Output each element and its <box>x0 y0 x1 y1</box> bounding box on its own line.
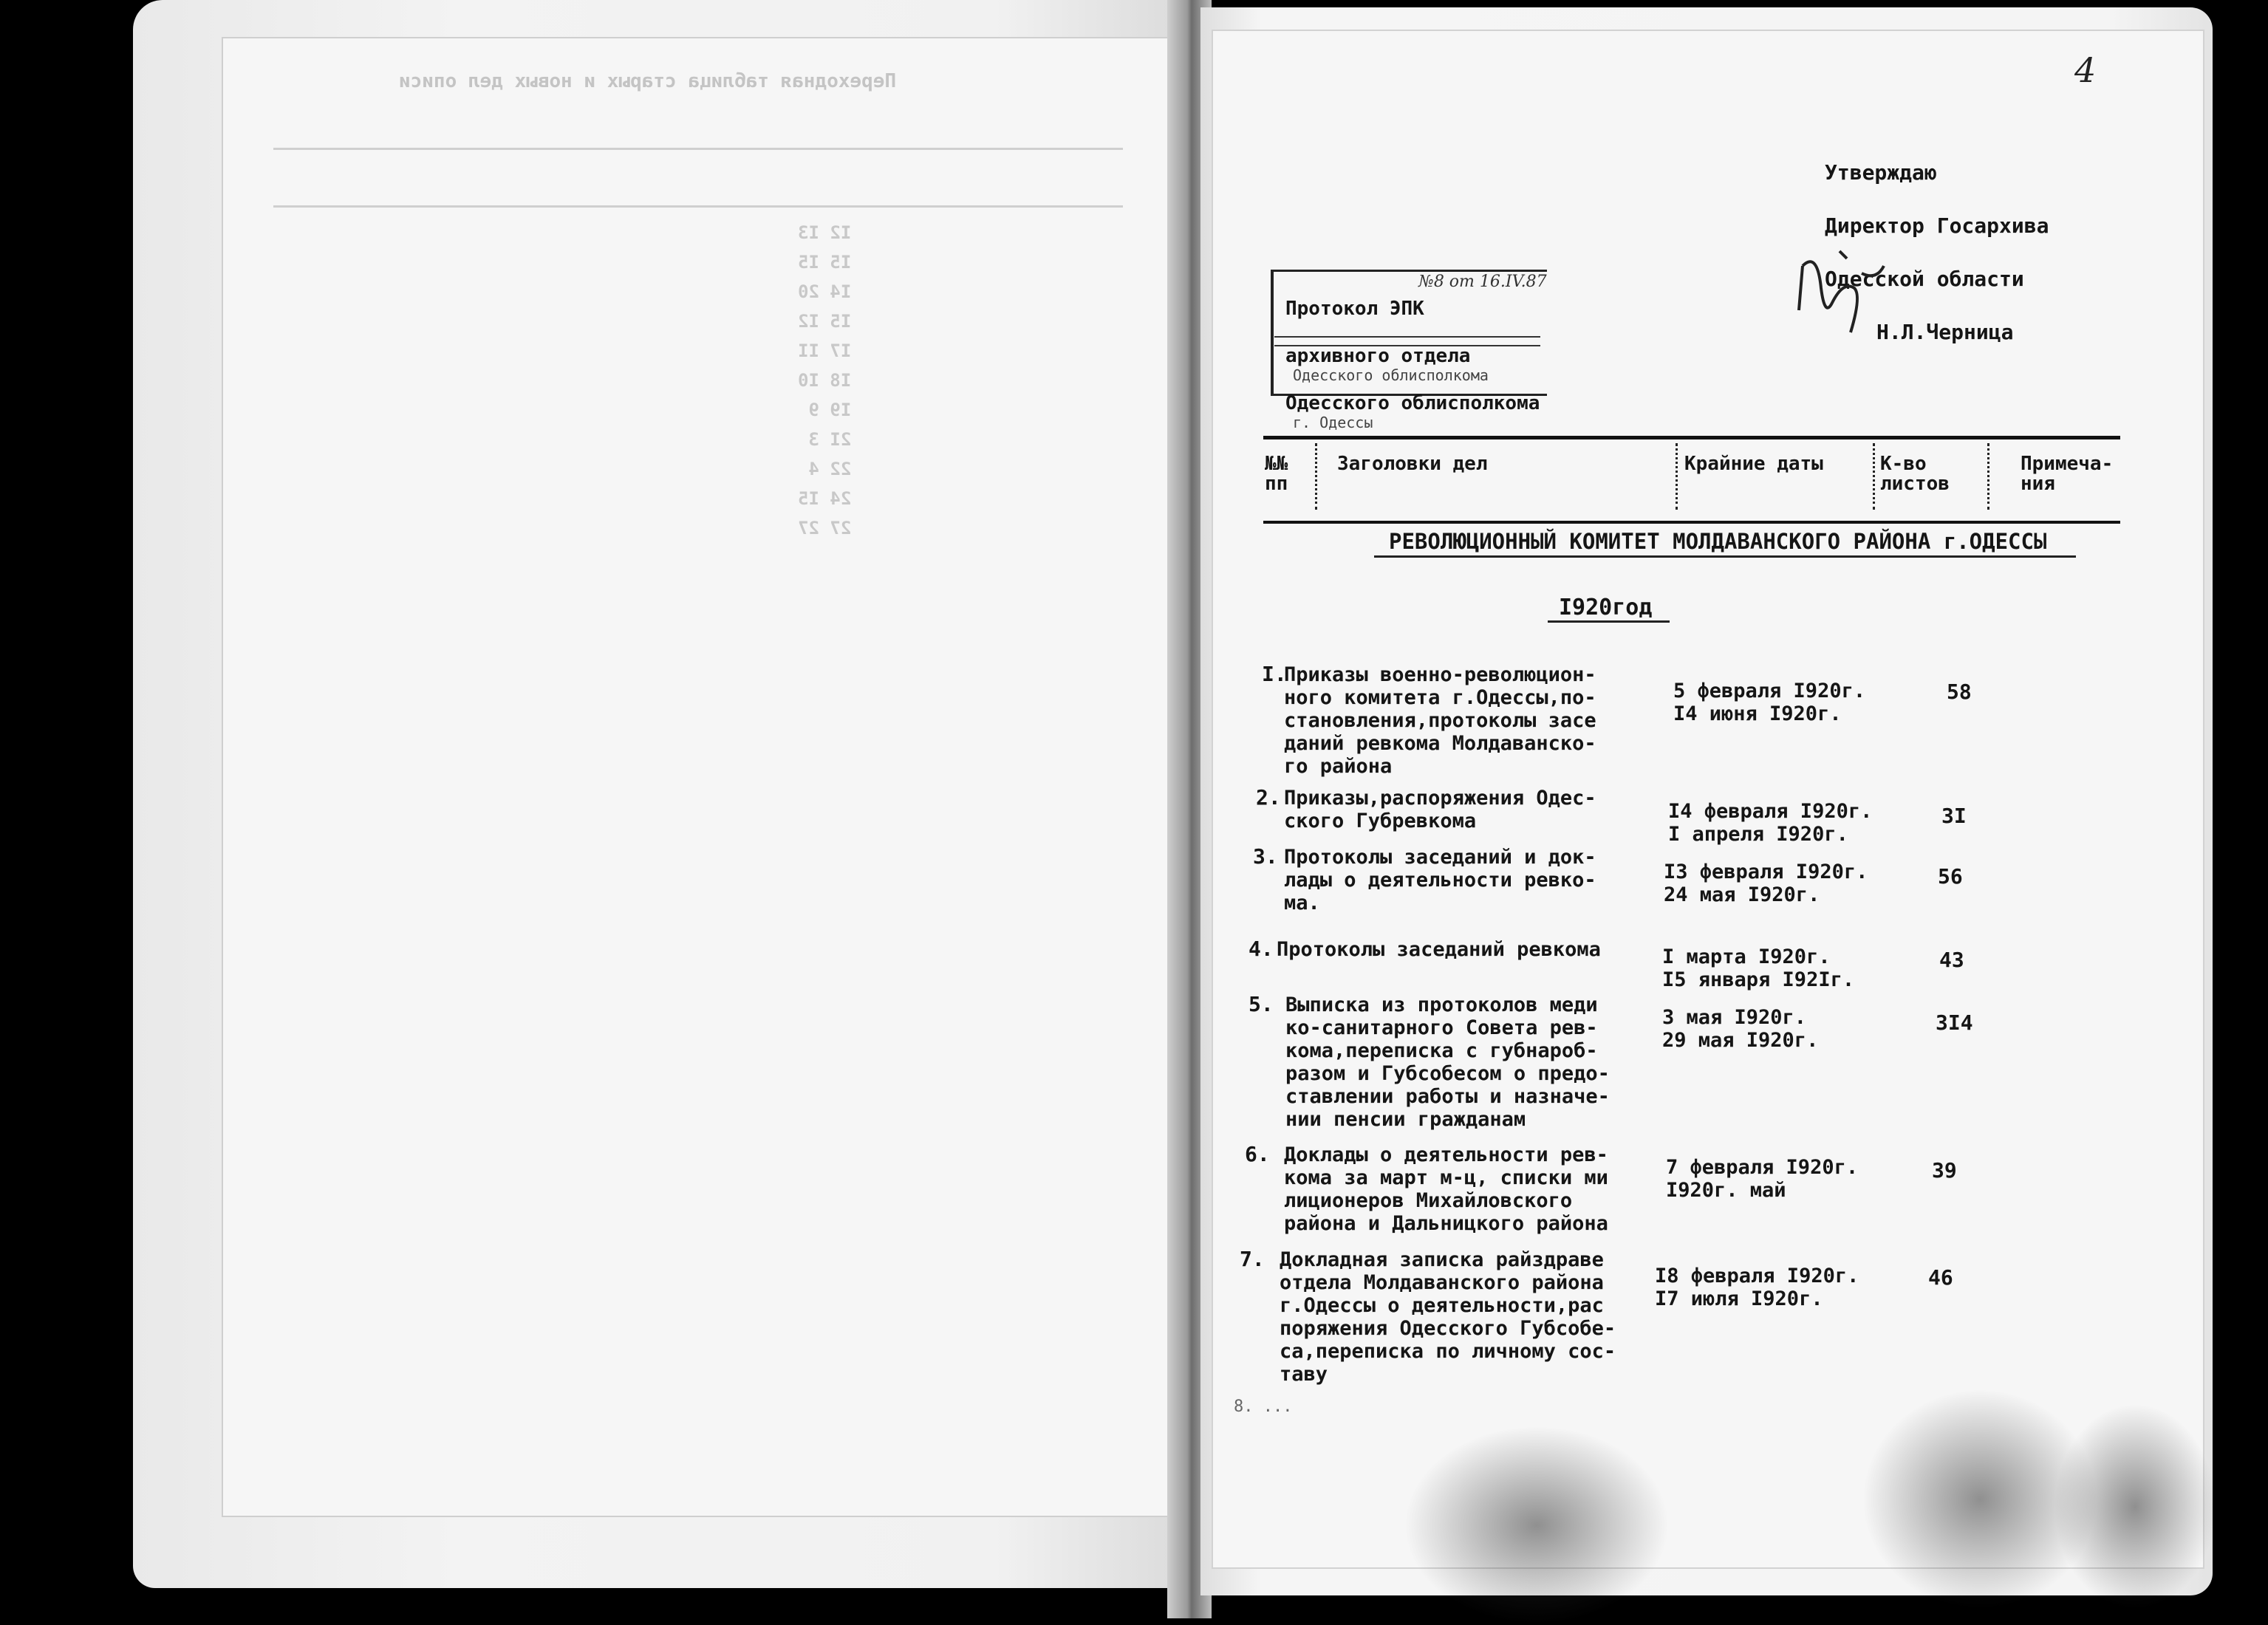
stamp-line-3: Одесского облисполкома <box>1285 392 1540 414</box>
finger-shadow <box>2054 1403 2216 1610</box>
entry-sheet-count: 3I4 <box>1936 1010 1973 1035</box>
finger-shadow <box>1404 1426 1670 1625</box>
bleed-through-title: Переходная таблица старых и новых дел описи <box>399 70 897 92</box>
entry-title: Приказы,распоряжения Одес- ского Губревкома <box>1284 787 1596 832</box>
entry-number: 2. <box>1256 785 1281 810</box>
entry-title: Приказы военно-революцион- ного комитета г.Одессы,по- становления,протоколы засе даний ревкома Молдаванско- го района <box>1284 663 1596 778</box>
entry-title: Выписка из протоколов меди ко-санитарного Совета рев- кома,переписка с губнароб- разом и Губсобесом о предо- ставлении работы и назначе- нии пенсии гражданам <box>1285 993 1610 1131</box>
entry-dates: 7 февраля I920г. I920г. май <box>1666 1156 1859 1202</box>
signature-icon <box>1788 222 1899 347</box>
approval-line-3: Одесской области <box>1825 267 2024 291</box>
header-col-number: №№ пп <box>1265 453 1288 495</box>
header-col-dates: Крайние даты <box>1684 453 1823 475</box>
entry-title: Докладная записка райздраве отдела Молдаванского района г.Одессы о деятельности,рас поряжения Одесского Губсобе- са,переписка по личному сос- таву <box>1280 1248 1616 1386</box>
approval-line-1: Утверждаю <box>1825 160 1937 185</box>
header-col-title: Заголовки дел <box>1337 453 1488 475</box>
header-separator <box>1676 443 1678 510</box>
header-separator <box>1873 443 1875 510</box>
header-col-notes: Примеча- ния <box>2021 453 2114 495</box>
table-header <box>1263 436 2120 524</box>
year-underline <box>1548 620 1670 623</box>
entry-sheet-count: 3I <box>1941 804 1967 828</box>
approval-line-2: Директор Госархива <box>1825 213 2049 238</box>
entry-dates: 3 мая I920г. 29 мая I920г. <box>1662 1006 1819 1052</box>
entry-sheet-count: 56 <box>1938 864 1963 889</box>
page-number: 4 <box>2074 50 2097 90</box>
faint-footer-note: 8. ... <box>1234 1398 1293 1416</box>
entry-dates: I4 февраля I920г. I апреля I920г. <box>1668 800 1873 846</box>
entry-sheet-count: 43 <box>1939 948 1964 972</box>
stamp-handwritten-number: №8 от 16.IV.87 <box>1418 273 1547 291</box>
entry-number: 5. <box>1249 992 1274 1016</box>
entry-dates: 5 февраля I920г. I4 июня I920г. <box>1673 680 1866 725</box>
stamp-line-2: архивного отдела <box>1285 345 1471 367</box>
stamp-line-1: Протокол ЭПК <box>1285 298 1424 320</box>
header-separator <box>1315 443 1317 510</box>
header-col-sheets: К-во листов <box>1880 453 1950 495</box>
year-title: I920год <box>1559 595 1653 620</box>
header-separator <box>1987 443 1989 510</box>
entry-dates: I3 февраля I920г. 24 мая I920г. <box>1664 861 1868 906</box>
bleed-through-table-header <box>273 148 1123 208</box>
entry-number: 4. <box>1249 937 1274 961</box>
entry-dates: I марта I920г. I5 января I92Iг. <box>1662 945 1855 991</box>
section-title: РЕВОЛЮЦИОННЫЙ КОМИТЕТ МОЛДАВАНСКОГО РАЙОНА г.ОДЕССЫ <box>1389 529 2047 554</box>
entry-number: 3. <box>1253 844 1278 869</box>
entry-title: Протоколы заседаний ревкома <box>1277 938 1601 961</box>
section-underline <box>1374 555 2076 558</box>
entry-title: Протоколы заседаний и док- лады о деятельности ревко- ма. <box>1284 846 1596 914</box>
entry-sheet-count: 39 <box>1932 1158 1957 1183</box>
entry-sheet-count: 46 <box>1928 1265 1953 1290</box>
entry-dates: I8 февраля I920г. I7 июля I920г. <box>1655 1265 1859 1310</box>
left-page-inner <box>222 37 1178 1517</box>
stamp-faint-line-1: Одесского облисполкома <box>1293 366 1489 384</box>
entry-number: I. <box>1262 662 1287 686</box>
approval-line-4: Н.Л.Черница <box>1876 320 2014 344</box>
entry-sheet-count: 58 <box>1947 680 1972 704</box>
entry-number: 7. <box>1240 1247 1265 1271</box>
entry-number: 6. <box>1245 1142 1270 1166</box>
entry-title: Доклады о деятельности рев- кома за март м-ц, списки ми лиционеров Михайловского района и Дальницкого района <box>1284 1143 1608 1235</box>
stamp-faint-line-2: г. Одессы <box>1293 414 1373 431</box>
bleed-through-numbers: I2 I3 I5 I5 I4 20 I5 I2 I7 II I8 I0 I9 9 2I 3 22 4 24 I5 27 27 <box>798 222 852 538</box>
